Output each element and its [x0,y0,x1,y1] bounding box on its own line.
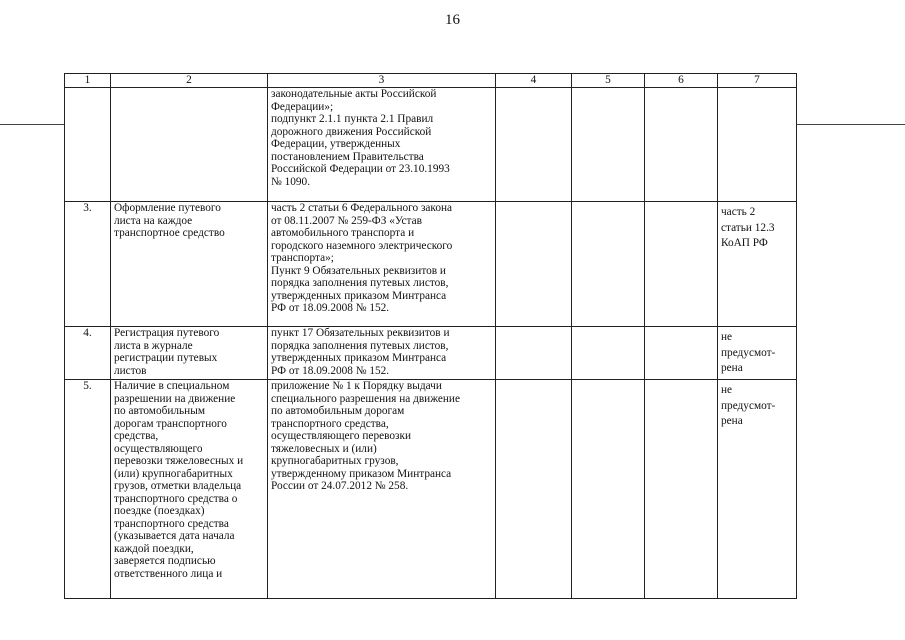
liability-cell [718,202,797,327]
column-6-cell [645,380,718,599]
column-5-cell [572,88,645,202]
liability-text: часть 2 статьи 12.3 КоАП РФ [721,206,775,249]
page-number: 16 [445,12,460,28]
legal-basis-cell [268,380,496,599]
row-number: 3. [83,202,92,214]
liability-cell [718,327,797,380]
column-5-cell [572,202,645,327]
requirement-cell [111,327,268,380]
requirements-table [64,73,797,599]
requirement-cell [111,380,268,599]
column-header: 7 [718,74,797,88]
row-number-cell [65,380,111,599]
column-6-cell [645,202,718,327]
legal-basis-cell [268,88,496,202]
row-number-cell [65,327,111,380]
legal-basis-cell [268,327,496,380]
column-4-cell [496,327,572,380]
table-row [65,327,797,380]
column-header: 3 [268,74,496,88]
column-5-cell [572,327,645,380]
legal-basis-cell [268,202,496,327]
legal-basis-text: часть 2 статьи 6 Федерального закона от 08.11.2007 № 259-ФЗ «Устав автомобильного транспорта и городского наземного электрического транспорта»; Пункт 9 Обязательных реквизитов и порядка заполнения путевых листов, утвержденных приказом Минтранса РФ от 18.09.2008 № 152. [271,202,453,314]
column-5-cell [572,380,645,599]
table-row [65,202,797,327]
legal-basis-text: законодательные акты Российской Федерации»; подпункт 2.1.1 пункта 2.1 Правил дорожного движения Российской Федерации, утвержденных постановлением Правительства Российской Федерации от 23.10.1993 № 1090. [271,88,450,188]
column-6-cell [645,88,718,202]
liability-text: не предусмот- рена [721,384,776,427]
table-row [65,88,797,202]
column-4-cell [496,202,572,327]
requirement-text: Наличие в специальном разрешении на движение по автомобильным дорогам транспортного средства, осуществляющего перевозки тяжеловесных и (или) крупногабаритных грузов, отметки владельца транспортного средства о поездке (поездках) транспортного средства (указывается дата начала каждой поездки, заверяется подписью ответственного лица и [114,380,244,580]
legal-basis-text: пункт 17 Обязательных реквизитов и порядка заполнения путевых листов, утвержденных приказом Минтранса РФ от 18.09.2008 № 152. [271,327,450,377]
scan-artifact-line-right [796,124,905,125]
legal-basis-text: приложение № 1 к Порядку выдачи специального разрешения на движение по автомобильным дорогам транспортного средства, осуществляющего перевозки тяжеловесных и (или) крупногабаритных грузов, утвержденному приказом Минтранса России от 24.07.2012 № 258. [271,380,460,492]
column-4-cell [496,88,572,202]
column-header: 6 [645,74,718,88]
row-number: 4. [83,327,92,339]
scan-artifact-line-left [0,124,64,125]
requirement-cell [111,88,268,202]
table-row [65,380,797,599]
requirement-text: Регистрация путевого листа в журнале регистрации путевых листов [114,327,220,377]
requirement-cell [111,202,268,327]
liability-cell [718,88,797,202]
column-4-cell [496,380,572,599]
column-header: 1 [65,74,111,88]
liability-cell [718,380,797,599]
requirement-text: Оформление путевого листа на каждое транспортное средство [114,202,225,239]
row-number-cell [65,202,111,327]
column-header: 4 [496,74,572,88]
column-6-cell [645,327,718,380]
row-number-cell [65,88,111,202]
table-header-row [65,74,797,88]
liability-text: не предусмот- рена [721,331,776,374]
liability-text [721,88,793,91]
column-header: 2 [111,74,268,88]
row-number: 5. [83,380,92,392]
column-header: 5 [572,74,645,88]
